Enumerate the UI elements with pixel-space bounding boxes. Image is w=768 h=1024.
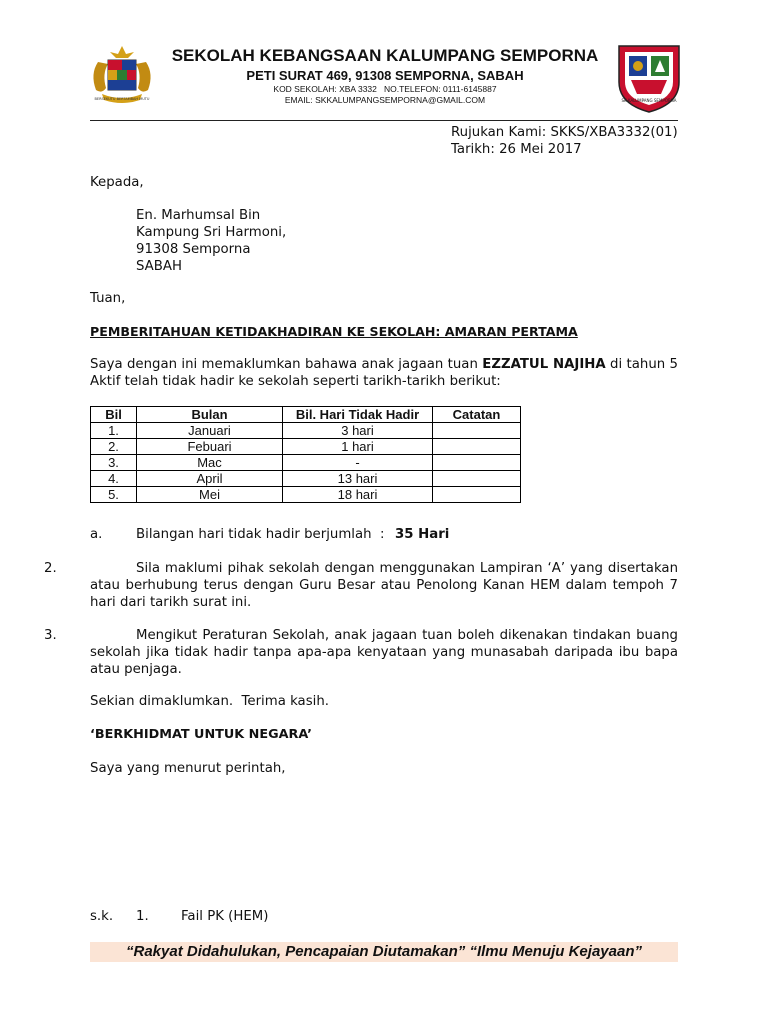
recipient-line: Kampung Sri Harmoni, <box>136 225 287 240</box>
emblem-motto-text: BERSEKUTU BERTAMBAH MUTU <box>94 97 150 101</box>
recipient-heading: Kepada, <box>90 175 144 190</box>
table-cell: - <box>283 455 433 471</box>
table-cell <box>433 423 521 439</box>
table-cell <box>433 455 521 471</box>
coat-of-arms-emblem <box>86 44 158 110</box>
header-divider <box>90 120 678 121</box>
cc-number: 1. <box>136 909 149 924</box>
table-row <box>91 439 521 455</box>
table-cell: 13 hari <box>283 471 433 487</box>
table-header-row <box>91 407 521 423</box>
table-cell: Mei <box>137 487 283 503</box>
table-cell: April <box>137 471 283 487</box>
student-name: EZZATUL NAJIHA <box>482 357 606 372</box>
cc-label: s.k. <box>90 909 114 924</box>
recipient-line: SABAH <box>136 259 183 274</box>
total-value: 35 Hari <box>395 527 450 542</box>
table-cell: Mac <box>137 455 283 471</box>
school-email: EMAIL: SKKALUMPANGSEMPORNA@GMAIL.COM <box>284 95 486 105</box>
paragraph-number: 2. <box>44 561 57 576</box>
table-cell: 5. <box>91 487 137 503</box>
total-colon: : <box>380 527 385 542</box>
table-row <box>91 471 521 487</box>
table-cell: 4. <box>91 471 137 487</box>
recipient-line: En. Marhumsal Bin <box>136 208 261 223</box>
table-cell: 1. <box>91 423 137 439</box>
intro-text-before: Saya dengan ini memaklumkan bahawa anak jagaan tuan <box>90 357 483 372</box>
school-crest <box>615 42 683 114</box>
table-cell: Febuari <box>137 439 283 455</box>
crest-label-text: SK KALUMPANG SEMPORNA <box>621 98 677 103</box>
table-cell: 18 hari <box>283 487 433 503</box>
table-cell: 1 hari <box>283 439 433 455</box>
school-address: PETI SURAT 469, 91308 SEMPORNA, SABAH <box>246 68 524 83</box>
school-name: SEKOLAH KEBANGSAAN KALUMPANG SEMPORNA <box>171 46 599 65</box>
letter-subject: PEMBERITAHUAN KETIDAKHADIRAN KE SEKOLAH: AMARAN PERTAMA <box>90 324 578 339</box>
reference-number: Rujukan Kami: SKKS/XBA3332(01) <box>451 125 678 140</box>
paragraph-number: 3. <box>44 628 57 643</box>
intro-paragraph <box>90 356 678 390</box>
table-cell <box>433 487 521 503</box>
letter-date: Tarikh: 26 Mei 2017 <box>451 142 582 157</box>
sign-off: Saya yang menurut perintah, <box>90 761 286 776</box>
paragraph-text: Sila maklumi pihak sekolah dengan menggunakan Lampiran ‘A’ yang disertakan atau berhubung terus dengan Guru Besar atau Penolong Kanan HEM dalam tempoh 7 hari dari tarikh surat ini. <box>90 561 678 610</box>
school-code-phone: KOD SEKOLAH: XBA 3332 NO.TELEFON: 0111-6145887 <box>273 84 497 94</box>
table-header-cell: Bulan <box>137 407 283 423</box>
table-header-cell: Bil <box>91 407 137 423</box>
table-header-cell: Catatan <box>433 407 521 423</box>
paragraph-text: Mengikut Peraturan Sekolah, anak jagaan tuan boleh dikenakan tindakan buang sekolah jika tidak hadir tanpa apa-apa kenyataan yang munasabah daripada ibu bapa atau penjaga. <box>90 628 678 677</box>
absence-table <box>90 406 521 503</box>
cc-item: Fail PK (HEM) <box>181 909 269 924</box>
motto: ‘BERKHIDMAT UNTUK NEGARA’ <box>90 727 312 742</box>
table-row <box>91 423 521 439</box>
table-cell <box>433 439 521 455</box>
table-cell: 2. <box>91 439 137 455</box>
table-row <box>91 455 521 471</box>
paragraph-3 <box>44 627 678 678</box>
table-header-cell: Bil. Hari Tidak Hadir <box>283 407 433 423</box>
table-cell: 3 hari <box>283 423 433 439</box>
table-cell: 3. <box>91 455 137 471</box>
footer-slogan: “Rakyat Didahulukan, Pencapaian Diutamakan” “Ilmu Menuju Kejayaan” <box>126 943 642 960</box>
intro-text-after: di tahun 5 Aktif telah tidak hadir ke sekolah seperti tarikh-tarikh berikut: <box>90 357 679 389</box>
table-row <box>91 487 521 503</box>
total-label: a. <box>90 527 103 542</box>
salutation: Tuan, <box>90 291 126 306</box>
table-cell: Januari <box>137 423 283 439</box>
recipient-line: 91308 Semporna <box>136 242 251 257</box>
paragraph-2 <box>44 560 678 611</box>
closing-line: Sekian dimaklumkan. Terima kasih. <box>90 694 329 709</box>
table-cell <box>433 471 521 487</box>
total-text: Bilangan hari tidak hadir berjumlah <box>136 527 372 542</box>
